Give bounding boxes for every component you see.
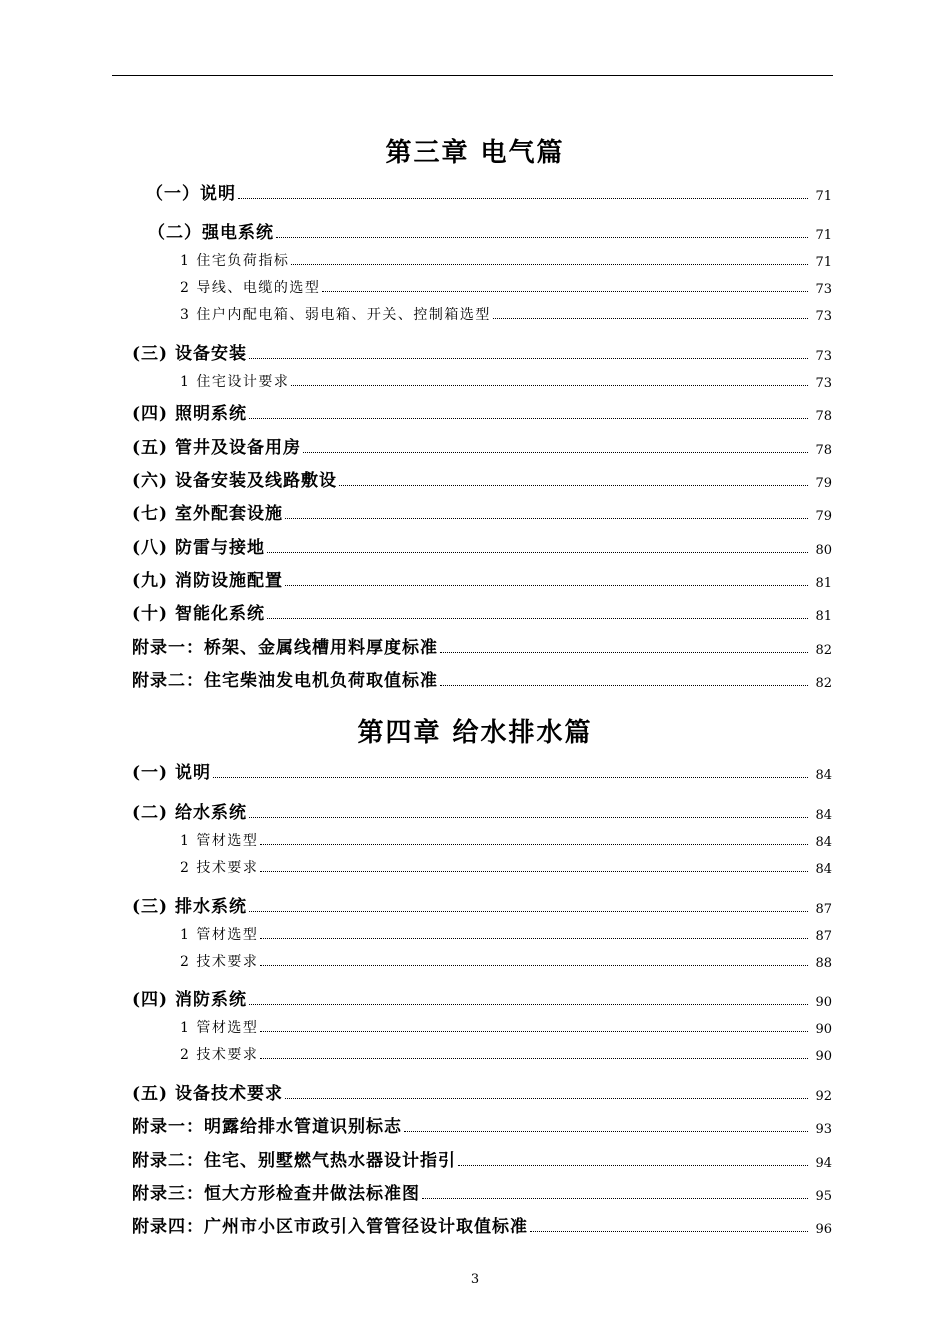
toc-entry[interactable] [0, 1147, 950, 1171]
toc-entry-label: （一）说明 [146, 184, 236, 204]
toc-entry-page: 88 [815, 956, 832, 971]
toc-entry[interactable] [0, 400, 950, 424]
toc-entry-page: 84 [815, 768, 832, 783]
toc-entry[interactable] [0, 340, 950, 364]
toc-entry-page: 79 [815, 476, 832, 491]
toc-leader-dots [276, 237, 808, 238]
toc-entry-page: 94 [815, 1156, 832, 1171]
toc-entry-label: 1 管材选型 [180, 927, 259, 943]
toc-entry[interactable] [0, 500, 950, 524]
toc-entry-page: 73 [815, 282, 832, 297]
toc-entry-page: 71 [815, 228, 832, 243]
toc-entry[interactable] [0, 634, 950, 658]
toc-entry-label: 1 管材选型 [180, 1020, 259, 1036]
toc-leader-dots [249, 358, 808, 359]
toc-entry[interactable] [0, 367, 950, 391]
toc-entry[interactable] [0, 853, 950, 877]
toc-entry-label: 2 导线、电缆的选型 [180, 280, 321, 296]
chapter-title-plumbing: 第四章 给水排水篇 [357, 718, 593, 748]
toc-entry[interactable] [0, 947, 950, 971]
toc-entry[interactable] [0, 1213, 950, 1237]
toc-leader-dots [260, 965, 808, 966]
toc-entry[interactable] [0, 219, 950, 243]
toc-leader-dots [440, 652, 808, 653]
toc-leader-dots [285, 518, 808, 519]
toc-entry-page: 82 [815, 676, 832, 691]
toc-entry[interactable] [0, 273, 950, 297]
toc-entry-label: (八) 防雷与接地 [132, 538, 266, 558]
toc-entry[interactable] [0, 1040, 950, 1064]
toc-entry-label: (三) 设备安装 [132, 344, 248, 364]
chapter-title-electrical: 第三章 电气篇 [385, 138, 565, 168]
toc-entry-page: 71 [815, 189, 832, 204]
toc-entry[interactable] [0, 667, 950, 691]
toc-entry[interactable] [0, 246, 950, 270]
toc-entry[interactable] [0, 600, 950, 624]
toc-leader-dots [267, 618, 808, 619]
toc-leader-dots [260, 844, 808, 845]
toc-leader-dots [249, 817, 808, 818]
toc-entry[interactable] [0, 300, 950, 324]
toc-leader-dots [260, 1058, 808, 1059]
toc-entry-label: 1 住宅设计要求 [180, 374, 290, 390]
toc-leader-dots [291, 264, 808, 265]
toc-entry-label: 附录四：广州市小区市政引入管管径设计取值标准 [132, 1217, 528, 1237]
toc-leader-dots [267, 552, 808, 553]
toc-entry[interactable] [0, 986, 950, 1010]
toc-entry-page: 90 [815, 1022, 832, 1037]
toc-entry-page: 84 [815, 862, 832, 877]
toc-entry-page: 87 [815, 902, 832, 917]
toc-entry-page: 73 [815, 349, 832, 364]
toc-leader-dots [249, 1004, 808, 1005]
toc-leader-dots [249, 911, 808, 912]
toc-entry[interactable] [0, 567, 950, 591]
toc-entry-page: 96 [815, 1222, 832, 1237]
toc-leader-dots [213, 777, 808, 778]
toc-entry[interactable] [0, 467, 950, 491]
toc-entry-label: (五) 管井及设备用房 [132, 438, 302, 458]
toc-entry-page: 73 [815, 309, 832, 324]
toc-entry-page: 71 [815, 255, 832, 270]
toc-entry-label: (三) 排水系统 [132, 897, 248, 917]
toc-entry-page: 82 [815, 643, 832, 658]
toc-entry-label: (六) 设备安装及线路敷设 [132, 471, 338, 491]
toc-leader-dots [493, 318, 808, 319]
toc-entry-page: 81 [815, 576, 832, 591]
toc-entry[interactable] [0, 920, 950, 944]
toc-entry-label: 2 技术要求 [180, 860, 259, 876]
toc-entry-label: 3 住户内配电箱、弱电箱、开关、控制箱选型 [180, 307, 491, 323]
toc-leader-dots [322, 291, 808, 292]
toc-entry-label: 附录二：住宅、别墅燃气热水器设计指引 [132, 1151, 456, 1171]
toc-entry-label: 附录一：明露给排水管道识别标志 [132, 1117, 402, 1137]
toc-entry[interactable] [0, 434, 950, 458]
toc-entry[interactable] [0, 1113, 950, 1137]
toc-leader-dots [530, 1231, 808, 1232]
toc-leader-dots [260, 1031, 808, 1032]
toc-entry-page: 84 [815, 808, 832, 823]
toc-leader-dots [285, 585, 808, 586]
toc-entry-label: 附录三：恒大方形检查井做法标准图 [132, 1184, 420, 1204]
toc-entry-page: 95 [815, 1189, 832, 1204]
toc-entry-label: (五) 设备技术要求 [132, 1084, 284, 1104]
toc-entry-label: (九) 消防设施配置 [132, 571, 284, 591]
toc-leader-dots [422, 1198, 808, 1199]
toc-entry[interactable] [0, 799, 950, 823]
toc-entry-page: 80 [815, 543, 832, 558]
toc-leader-dots [285, 1098, 808, 1099]
toc-leader-dots [260, 938, 808, 939]
toc-entry-label: (二) 给水系统 [132, 803, 248, 823]
toc-entry-label: 附录一：桥架、金属线槽用料厚度标准 [132, 638, 438, 658]
toc-entry-label: （二）强电系统 [148, 223, 274, 243]
toc-entry-label: 2 技术要求 [180, 1047, 259, 1063]
toc-leader-dots [291, 385, 808, 386]
toc-leader-dots [303, 452, 808, 453]
toc-entry[interactable] [0, 1080, 950, 1104]
toc-entry-page: 90 [815, 995, 832, 1010]
toc-entry-page: 90 [815, 1049, 832, 1064]
toc-entry-page: 87 [815, 929, 832, 944]
toc-entry-page: 78 [815, 409, 832, 424]
header-rule [112, 75, 833, 76]
toc-leader-dots [440, 685, 808, 686]
toc-entry-page: 79 [815, 509, 832, 524]
toc-leader-dots [249, 418, 808, 419]
toc-entry-label: (七) 室外配套设施 [132, 504, 284, 524]
toc-entry[interactable] [0, 1180, 950, 1204]
toc-entry[interactable] [0, 826, 950, 850]
toc-entry-label: (四) 消防系统 [132, 990, 248, 1010]
toc-entry-label: (四) 照明系统 [132, 404, 248, 424]
toc-leader-dots [260, 871, 808, 872]
toc-entry-label: 1 住宅负荷指标 [180, 253, 290, 269]
toc-entry-page: 92 [815, 1089, 832, 1104]
toc-entry-page: 81 [815, 609, 832, 624]
toc-entry-page: 78 [815, 443, 832, 458]
toc-entry-page: 93 [815, 1122, 832, 1137]
toc-entry-label: 1 管材选型 [180, 833, 259, 849]
toc-leader-dots [458, 1165, 808, 1166]
toc-entry[interactable] [0, 534, 950, 558]
toc-entry[interactable] [0, 893, 950, 917]
toc-entry-label: 附录二：住宅柴油发电机负荷取值标准 [132, 671, 438, 691]
toc-entry[interactable] [0, 1013, 950, 1037]
toc-entry[interactable] [0, 759, 950, 783]
toc-entry-label: (一) 说明 [132, 763, 212, 783]
toc-entry-page: 73 [815, 376, 832, 391]
toc-leader-dots [238, 198, 808, 199]
toc-leader-dots [339, 485, 808, 486]
toc-entry-label: 2 技术要求 [180, 954, 259, 970]
toc-leader-dots [404, 1131, 808, 1132]
page-number: 3 [470, 1272, 480, 1287]
toc-entry-label: (十) 智能化系统 [132, 604, 266, 624]
toc-entry[interactable] [0, 180, 950, 204]
toc-entry-page: 84 [815, 835, 832, 850]
